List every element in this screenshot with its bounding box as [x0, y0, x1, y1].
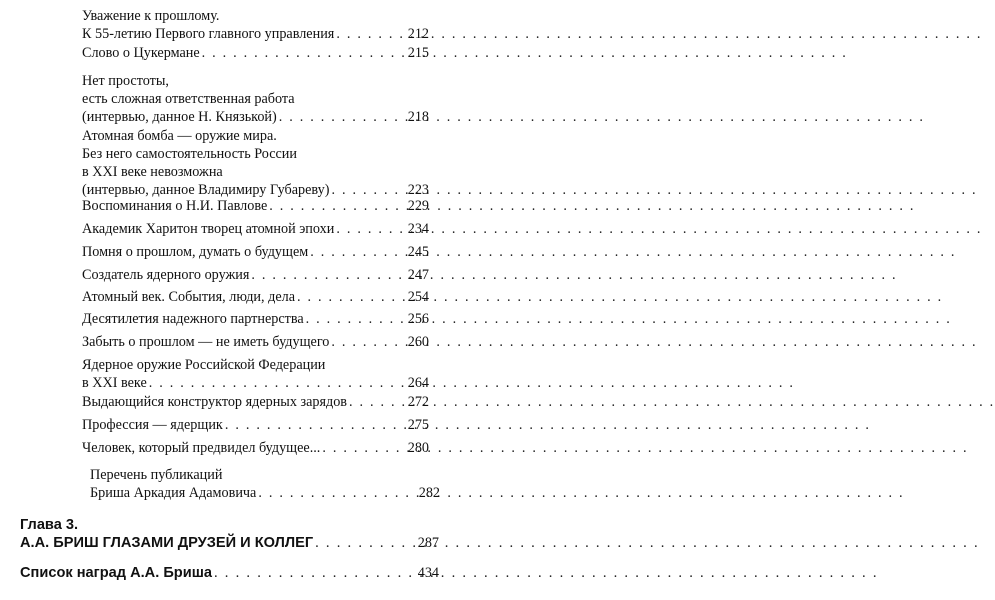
toc-entry-title: Выдающийся конструктор ядерных зарядов [82, 394, 348, 410]
toc-entry-title: К 55-летию Первого главного управления [82, 26, 335, 42]
toc-line [82, 25, 429, 43]
toc-line [20, 534, 439, 552]
page-number: 272 [407, 394, 429, 410]
toc-entry [82, 416, 429, 434]
dot-leader [214, 564, 414, 582]
page-number: 234 [407, 221, 429, 237]
toc-entry-title: в XXI веке [82, 375, 147, 391]
dot-leader [310, 243, 404, 261]
toc-entry-title: есть сложная ответственная работа [82, 91, 295, 107]
toc-entry-title: Атомная бомба — оружие мира. [82, 128, 277, 144]
dot-leader [322, 439, 403, 457]
page-number: 260 [407, 334, 429, 350]
toc-entry-title: Бриша Аркадия Адамовича [90, 485, 257, 501]
page-number: 282 [418, 485, 440, 501]
toc-awards [20, 564, 439, 582]
toc-line [82, 266, 429, 284]
dot-leader [315, 534, 414, 552]
toc-entry [82, 243, 429, 261]
dot-leader [349, 393, 404, 411]
toc-entry [82, 439, 429, 457]
toc-line [82, 416, 429, 434]
toc-entry-title: Перечень публикаций [90, 467, 223, 483]
toc-line [82, 439, 429, 457]
toc-entry [82, 220, 429, 238]
toc-entry-title: Создатель ядерного оружия [82, 267, 250, 283]
toc-chapter-3 [20, 516, 439, 552]
toc-entry-title: Уважение к прошлому. [82, 8, 220, 24]
page-number: 287 [417, 535, 439, 551]
dot-leader [251, 266, 403, 284]
toc-entry-title: Профессия — ядерщик [82, 417, 223, 433]
dot-leader [336, 25, 403, 43]
awards-title: Список наград А.А. Бриша [20, 565, 212, 581]
dot-leader [225, 416, 404, 434]
dot-leader [279, 108, 404, 126]
toc-entry [82, 356, 429, 392]
toc-line [82, 310, 429, 328]
toc-entry-title: (интервью, данное Владимиру Губареву) [82, 182, 330, 198]
toc-line [82, 333, 429, 351]
toc-entry-title: Ядерное оружие Российской Федерации [82, 357, 326, 373]
dot-leader [149, 374, 404, 392]
page-number: 245 [407, 244, 429, 260]
toc-line [82, 356, 429, 374]
dot-leader [336, 220, 403, 238]
page-number: 264 [407, 375, 429, 391]
toc-entry-title: Помня о прошлом, думать о будущем [82, 244, 309, 260]
toc-entry-title: Слово о Цукермане [82, 45, 200, 61]
toc-entry [82, 310, 429, 328]
toc-line [90, 484, 440, 502]
toc-line [82, 44, 429, 62]
toc-line [82, 127, 429, 145]
toc-line [90, 466, 440, 484]
toc-line [82, 197, 429, 215]
page-number: 434 [417, 565, 439, 581]
toc-line [20, 564, 439, 582]
toc-entry-title: Без него самостоятельность России [82, 146, 297, 162]
toc-entry-title: Десятилетия надежного партнерства [82, 311, 304, 327]
toc-entry-title: Атомный век. События, люди, дела [82, 289, 295, 305]
toc-entry [82, 393, 429, 411]
toc-entry-title: Человек, который предвидел будущее... [82, 440, 321, 456]
toc-entry-title: (интервью, данное Н. Князькой) [82, 109, 277, 125]
toc-entry [82, 333, 429, 351]
toc-entry-title: Нет простоты, [82, 73, 169, 89]
toc-line [82, 288, 429, 306]
page-number: 212 [407, 26, 429, 42]
page-number: 247 [407, 267, 429, 283]
toc-entry [82, 72, 429, 126]
toc-entry [82, 288, 429, 306]
toc-line [82, 108, 429, 126]
toc-entry-title: Забыть о прошлом — не иметь будущего [82, 334, 330, 350]
dot-leader [202, 44, 404, 62]
toc-line [82, 7, 429, 25]
chapter-title: А.А. БРИШ ГЛАЗАМИ ДРУЗЕЙ И КОЛЛЕГ [20, 535, 314, 551]
toc-entry [82, 7, 429, 43]
toc-line [82, 163, 429, 181]
toc-line [82, 90, 429, 108]
toc-entry [82, 197, 429, 215]
dot-leader [306, 310, 404, 328]
toc-entry-title: в XXI веке невозможна [82, 164, 223, 180]
toc-line [82, 393, 429, 411]
toc-line [82, 145, 429, 163]
toc-line [82, 243, 429, 261]
toc-entry-title: Воспоминания о Н.И. Павлове [82, 198, 268, 214]
toc-entry-title: Академик Харитон творец атомной эпохи [82, 221, 335, 237]
dot-leader [258, 484, 414, 502]
toc-entry [82, 266, 429, 284]
page-number: 229 [407, 198, 429, 214]
toc-line [82, 72, 429, 90]
toc-entry [82, 127, 429, 199]
page-number: 218 [407, 109, 429, 125]
page-number: 254 [407, 289, 429, 305]
dot-leader [331, 333, 403, 351]
page-number: 223 [407, 182, 429, 198]
page-number: 275 [407, 417, 429, 433]
dot-leader [269, 197, 403, 215]
chapter-label: Глава 3. [20, 517, 79, 533]
toc-line [20, 516, 439, 534]
toc-entry-publications [90, 466, 440, 502]
toc-entry [82, 44, 429, 62]
toc-line [82, 374, 429, 392]
page-number: 280 [407, 440, 429, 456]
toc-line [82, 220, 429, 238]
page-number: 215 [407, 45, 429, 61]
table-of-contents [0, 0, 451, 600]
page-number: 256 [407, 311, 429, 327]
dot-leader [297, 288, 404, 306]
